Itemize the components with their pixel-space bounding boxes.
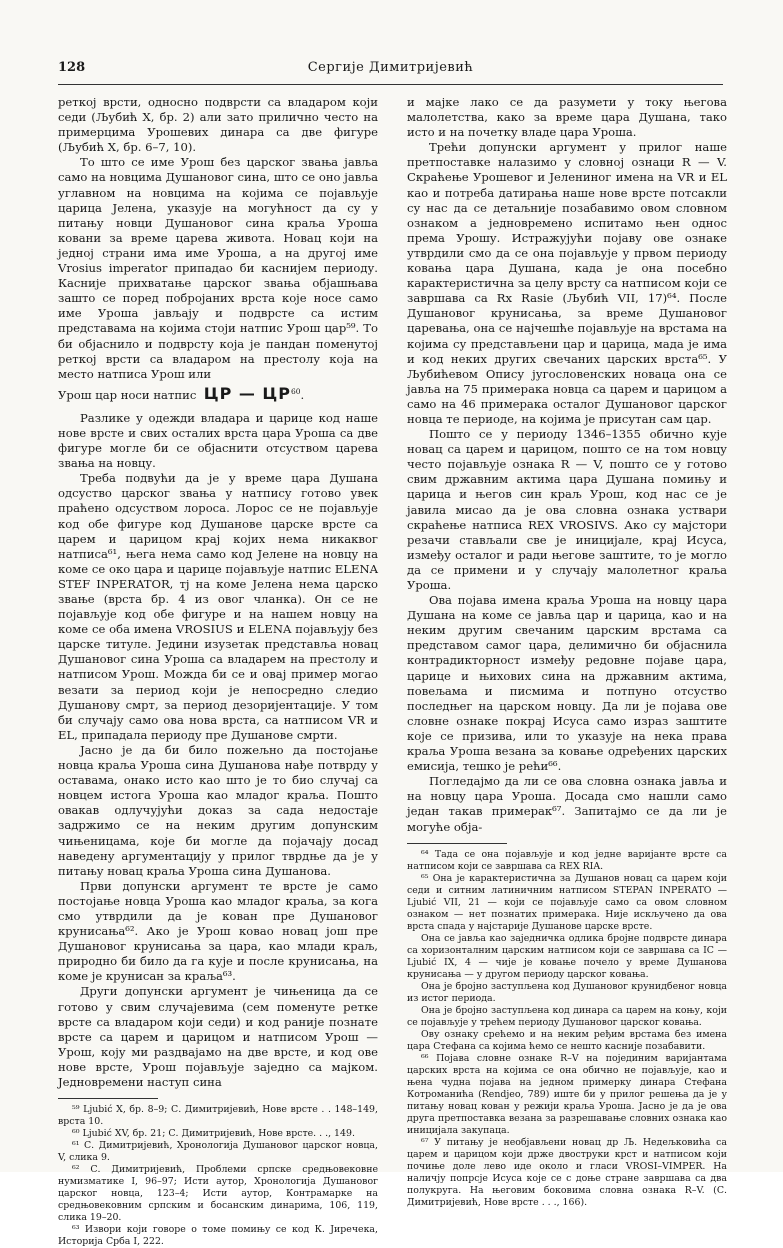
paragraph: Разлике у одежди владара и царице код наше нове врсте и свих осталих врста цара Уроша са две фигуре могле би се објаснити отсуством царева звања на новцу. (58, 410, 378, 471)
footnote: ⁶¹ С. Димитријевић, Хронологија Душановог царског новца, V, слика 9. (58, 1140, 378, 1164)
footnote: Она је бројно заступљена код динара са царем на коњу, који се појављује у трећем периоду Душановог царског ковања. (407, 1004, 727, 1028)
footnote: ⁶⁵ Она је карактеристична за Душанов новац са царем који седи и ситним латиничним натписом STEPAN INPERATO — Ljubić VII, 21 — који се појављује само са овом словном ознаком — нет познатих примерака. Није искључено да ова врста спада у најстарије Душанове царске врсте. (407, 872, 727, 932)
footnote: Она је бројно заступљена код Душановог крунидбеног новца из истог периода. (407, 980, 727, 1004)
urosh-inscription-line: Урош цар носи натпис ЦР — ЦР$^{60}$. (58, 383, 305, 403)
running-title: Сергије Димитријевић (307, 60, 474, 75)
footnote-rule (407, 843, 507, 844)
paragraph: Треба подвући да је у време цара Душана одсуство царског звања у натпису готово увек праћено одсуством лороса. Лорос се не појављује код обе фигуре код Душанове царске врсте са царем и царицом крај којих нема никаквог натписа⁶¹, њега нема само код Јелене на новцу на коме се око цара и царице појављује натпис ELENA STEF INPERATOR, тј на коме Јелена нема царско звање (врста бр. 4 из овог чланка). Он се не појављује код обе фигуре и на нашем новцу на коме се оба имена VROSIUS и ELENA појављују без царске титуле. Једини изузетак представља новац Душановог сина Уроша са владарем на престолу и натписом Урош. Можда би се и овај пример могао везати за период који је непосредно следио Душанову смрт, за период дезоријентације. У том би случају само ова нова врста, са натписом VR и EL, припадала периоду пре Душанове смрти. (58, 471, 378, 742)
paragraph: и мајке лако се да разумети у току његова малолетства, како за време цара Душана, тако исто и на почетку владе цара Уроша. (407, 95, 727, 140)
paragraph: То што се име Урош без царског звања јавља само на новцима Душановог сина, што се оно јавља углавном на новцима на којима се појављује царица Јелена, указује на могућност да су у питању новци Душановог сина краља Уроша ковани за време царева живота. Новац који на једној страни има име Уроша, а на другој име Vrosius imperator припадао би каснијем периоду. Касније прихватање царског звања објашњава зашто се поред побројаних врста које носе само име Уроша јављају и подврсте са истим представама на којима стоји натпис Урош цар⁵⁹. То би објаснило и подврсту која је пандан поменутој реткој врсти са владаром на престолу која на место натписа Урош или (58, 155, 378, 381)
page-header (58, 60, 723, 85)
footnote: ⁵⁹ Ljubić X, бр. 8–9; С. Димитријевић, Нове врсте . . 148–149, врста 10. (58, 1104, 378, 1128)
footnote: ⁶⁰ Ljubić XV, бр. 21; С. Димитријевић, Нове врсте. . ., 149. (72, 1128, 355, 1140)
footnote: ⁶³ Извори који говоре о томе помињу се код К. Јиречека, Историја Срба I, 222. (58, 1224, 378, 1248)
urosh-line-text: Урош цар носи натпис (58, 387, 197, 402)
paragraph: Други допунски аргумент је чињеница да се готово у свим случајевима (сем поменуте ретке врсте са владаром који седи) и код раније познате врсте са царем и царицом и натписом Урош — Урош, коју ми раздвајамо на две врсте, и код ове нове врсте, Урош појављује заједно са мајком. Једновремени наступ сина (58, 984, 378, 1089)
footnote: ⁶⁷ У питању је необјављени новац др Љ. Недељковића са царем и царицом који држе двоструки крст и натписом који почиње доле лево иде около и гласи VROSI–VIMPER. На наличју попрсје Исуса које се с доње стране завршава са два полукруга. На његовим боковима словна ознака R–V. (С. Димитријевић, Нове врсте . . ., 166). (407, 1136, 727, 1208)
footnote: Ову ознаку срећемо и на неким ређим врстама без имена цара Стефана са којима ћемо се нешто касније позабавити. (407, 1028, 727, 1052)
left-column (58, 95, 378, 1248)
paragraph: Први допунски аргумент те врсте је само постојање новца Уроша као младог краља, за кога смо утврдили да је кован пре Душановог крунисања⁶². Ако је Урош ковао новац још пре Душановог крунисања за цара, као млади краљ, природно би било да га кује и после крунисања, на коме је крунисан за краља⁶³. (58, 878, 378, 984)
footnote-rule (58, 1098, 158, 1099)
paragraph: Јасно је да би било пожељно да постојање новца краља Уроша сина Душанова нађе потврду у оставама, онако исто као што је то био случај са новцем истога Уроша као младог краља. Пошто овакав одлучујући доказ за сада недостаје задржимо се на неким другим допунским чињеницама, које би могле да појачају досад наведену аргументацију у прилог тврдње да је у питању новац краља Уроша сина Душанова. (58, 742, 378, 878)
footnote: ⁶² С. Димитријевић, Проблеми српске средњовековне нумизматике I, 96–97; Исти аутор, Хронологија Душановог царског новца, 123–4; Исти аутор, Контрамарке на средњовековним српским и босанским динарима, 106, 119, слика 19–20. (58, 1164, 378, 1224)
paragraph: Погледајмо да ли се ова словна ознака јавља и на новцу цара Уроша. Досада смо нашли само један такав примерак⁶⁷. Запитајмо се да ли је могуће обја- (407, 774, 727, 834)
right-column (407, 95, 727, 1209)
footnote: Она се јавља као заједничка одлика бројне подврсте динара са хоризонталним царским натписом који се завршава са IC — Ljubić IX, 4 — чије је ковање почело у време Душанова крунисања — у другом периоду царског ковања. (407, 932, 727, 980)
footnote: ⁶⁶ Појава словне ознаке R–V на појединим варијантама царских врста на којима се она обично не појављује, као и њена чудна појава на једном примерку динара Стефана Котроманића (Rendjeo, 789) иште би у прилог решења да је у питању новац кован у режији краља Уроша. Јасно је да је ова друга претпоставка везана за разрешавање словних ознака као иницијала закупаца. (407, 1052, 727, 1136)
footnote: ⁶⁴ Тада се она појављује и код једне варијанте врсте са натписом који се завршава са REX RIA. (407, 848, 727, 872)
paragraph: Пошто се у периоду 1346–1355 обично кује новац са царем и царицом, пошто се на том новцу често појављује ознака R — V, пошто се у готово свим државним актима цара Душана помињу и царица и његов син краљ Урош, код нас се је јавила мисао да је ова словна ознака уствари скраћење натписа REX VROSIVS. Ако су мајстори резачи стављали све је иницијале, крај Исуса, између осталог и ради његове заштите, то је могло да се примени и у случају малолетног краља Уроша. (407, 427, 727, 592)
inscription-monogram: ЦР — ЦР (203, 383, 291, 403)
paragraph: Ова појава имена краља Уроша на новцу цара Душана на коме се јавља цар и царица, као и на неким другим свечаним царским врстама са представом самог цара, делимично би објаснила контрадикторност између редовне појаве цара, царице и њихових сина на државним актима, повељама и писмима и потпуно отсуство последњег на царском новцу. Да ли је појава ове словне ознаке покрај Исуса само израз заштите које се призива, или то указује на нека права краља Уроша везана за ковање одређених царских емисија, тешко је рећи⁶⁶. (407, 593, 727, 774)
page-number: 128 (58, 60, 86, 75)
paragraph: Трећи допунски аргумент у прилог наше претпоставке налазимо у словној ознаци R — V. Скраћење Урошевог и Јелениног имена на VR и EL као и потреба датирања наше нове врсте потсакли су нас да се детаљније позабавимо овом словном ознаком а једновремено испитамо њен однос према Урошу. Истражујући појаву ове ознаке утврдили смо да се она појављује у првом периоду ковања цара Душана, када је она посебно карактеристична за целу врсту са натписом који се завршава са Rx Rasie (Љубић VII, 17)⁶⁴. После Душановог крунисања, за време Душановог царевања, она се најчешће појављује на врстама на којима су представљени цар и царица, мада је има и код неких других свечаних царских врста⁶⁵. У Љубићевом Опису југословенских новаца она се јавља на 75 примерака новца са царем и царицом а само на 46 примерака осталог Душановог царског новца те периоде, на којима је присутан сам цар. (407, 140, 727, 426)
footnote-ref: 60 (291, 386, 301, 396)
paragraph: реткој врсти, односно подврсти са владаром који седи (Љубић X, бр. 2) али зато прилично често на примерцима Урошевих динара са две фигуре (Љубић X, бр. 6–7, 10). (58, 95, 378, 155)
